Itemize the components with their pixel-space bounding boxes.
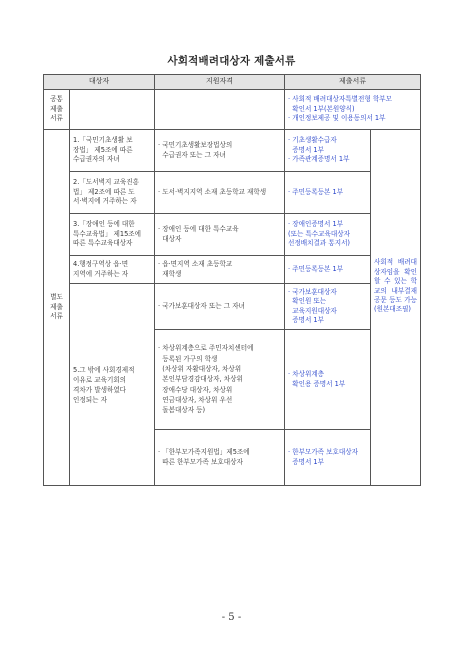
row-5-target: 5.그 밖에 사회경제적 이유로 교육기회의 격차가 발생하였다 인정되는 자: [70, 284, 155, 486]
row-6-qualification: · 차상위계층으로 주민자치센터에 등록된 가구의 학생 (차상위 자활대상자, 차상위 본인부담경감대상자, 차상위 장애수당 대상자, 차상위 연금대상자, 차상위 우선 돌봄대상자 등): [155, 330, 285, 430]
note-cell: [371, 130, 421, 486]
row-1-documents: · 기초생활수급자 증명서 1부 · 가족관계증명서 1부: [285, 130, 371, 172]
row-7-documents: · 한부모가족 보호대상자 증명서 1부: [285, 430, 371, 486]
row-4-qualification: · 읍·면지역 소재 초등학교 재학생: [155, 256, 285, 284]
row-4-target: 4.행정구역상 읍·면 지역에 거주하는 자: [70, 256, 155, 284]
row-3-target: 3.「장애인 등에 대한 특수교육법」 제15조에 따른 특수교육대상자: [70, 214, 155, 256]
row-1-qualification: · 국민기초생활보장법상의 수급권자 또는 그 자녀: [155, 130, 285, 172]
row-3-qualification: · 장애인 등에 대한 특수교육 대상자: [155, 214, 285, 256]
row-2-target: 2.「도서벽지 교육진흥 법」 제2조에 따른 도 서·벽지에 거주하는 자: [70, 172, 155, 214]
row-4-documents: · 주민등록등본 1부: [285, 256, 371, 284]
row-3-documents: · 장애인증명서 1부 (또는 특수교육대상자 선정배치결과 통지서): [285, 214, 371, 256]
row-2-documents: · 주민등록등본 1부: [285, 172, 371, 214]
header-target: 대상자: [44, 75, 155, 90]
row-6-documents: · 차상위계층 확인용 증명서 1부: [285, 330, 371, 430]
common-category: 공통 제출 서류: [44, 90, 70, 130]
row-7-qualification: · 「한부모가족지원법」제5조에 따른 한부모가족 보호대상자: [155, 430, 285, 486]
header-qualification: 지원자격: [155, 75, 285, 90]
row-2-qualification: · 도서·벽지지역 소재 초등학교 재학생: [155, 172, 285, 214]
header-documents: 제출서류: [285, 75, 421, 90]
additional-note: 사회적 배려대상자임을 확인할 수 있는 학교의 내부결재 공문 등도 가능(원본대조필): [374, 258, 418, 314]
page-title: 사회적배려대상자 제출서류: [167, 55, 296, 67]
row-5-qualification: · 국가보훈대상자 또는 그 자녀: [155, 284, 285, 330]
page-number: - 5 -: [221, 612, 242, 623]
documents-table: [43, 74, 421, 486]
common-documents: · 사회적 배려대상자특별전형 학부모 확인서 1부(본원양식) · 개인정보제공 및 이용동의서 1부: [285, 90, 421, 130]
individual-category: 별도 제출 서류: [44, 130, 70, 486]
row-5-documents: · 국가보훈대상자 확인원 또는 교육지원대상자 증명서 1부: [285, 284, 371, 330]
row-1-target: 1.「국민기초생활 보 장법」 제5조에 따른 수급권자의 자녀: [70, 130, 155, 172]
